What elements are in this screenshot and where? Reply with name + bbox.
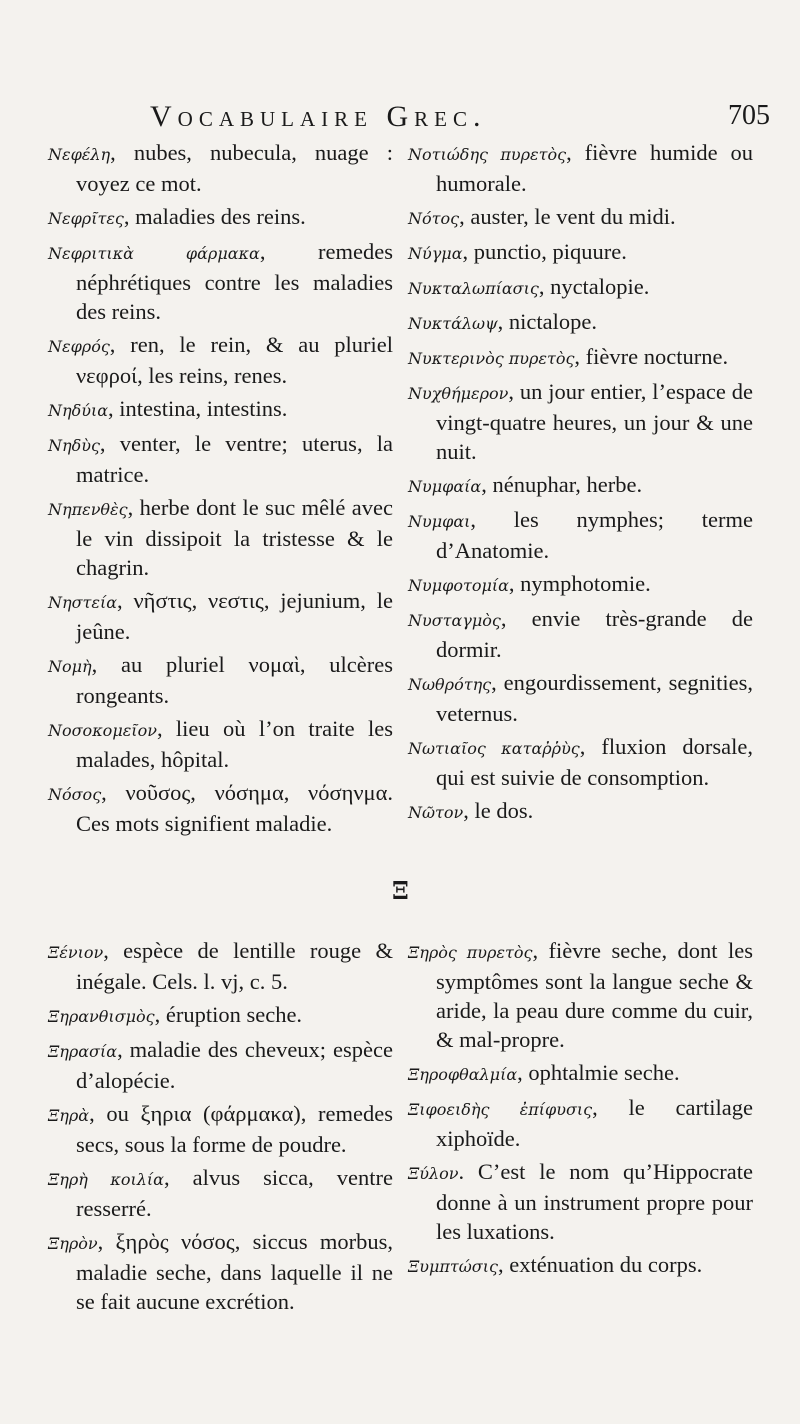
greek-headword: Νυμφοτομία [408, 576, 509, 595]
greek-headword: Νυκτάλωψ [408, 314, 498, 333]
greek-headword: Νοτιώδης πυρετὸς [408, 145, 567, 164]
entry-definition: , venter, le ventre; uterus, la matrice. [76, 431, 393, 487]
greek-headword: Ξηρὴ κοιλία [48, 1170, 164, 1189]
entry-definition: , espèce de lentille rouge & inégale. Cels. l. vj, c. 5. [76, 938, 393, 994]
entry-definition: , ξηρὸς νόσος, siccus morbus, maladie seche, dans laquelle il ne se fait aucune excrétion. [76, 1229, 393, 1314]
greek-headword: Ξηροφθαλμία [408, 1065, 518, 1084]
entry-definition: , νοῦσος, νόσημα, νόσηνμα. Ces mots signifient maladie. [76, 780, 393, 836]
greek-headword: Νεφριτικὰ φάρμακα [48, 244, 260, 263]
dictionary-entry [408, 1250, 753, 1281]
dictionary-entry [48, 1035, 393, 1095]
greek-headword: Ξύλον [408, 1164, 459, 1183]
entry-definition: , alvus sicca, ventre resserré. [76, 1165, 393, 1221]
page-number: 705 [728, 100, 770, 131]
dictionary-entry [48, 394, 393, 425]
dictionary-entry [408, 470, 753, 501]
greek-headword: Νυμφαία [408, 477, 482, 496]
dictionary-entry [408, 569, 753, 600]
entry-definition: , ophtalmie seche. [517, 1060, 680, 1085]
greek-headword: Ξηρὸν [48, 1234, 98, 1253]
greek-headword: Νηπενθὲς [48, 500, 128, 519]
dictionary-entry [48, 202, 393, 233]
dictionary-entry [408, 796, 753, 827]
entry-definition: , ren, le rein, & au pluriel νεφροί, les reins, renes. [76, 332, 393, 388]
entry-definition: , punctio, piquure. [462, 239, 627, 264]
entry-definition: , engourdissement, segnities, veternus. [436, 670, 753, 726]
greek-headword: Νηδὺς [48, 436, 100, 455]
greek-headword: Νωτιαῖος καταῤῥὺς [408, 739, 580, 758]
entry-definition: , fièvre seche, dont les symptômes sont la langue seche & aride, la peau dure comme du cuir, & mal-propre. [436, 938, 753, 1052]
greek-headword: Νυμφαι [408, 512, 471, 531]
dictionary-entry [48, 1163, 393, 1223]
greek-headword: Νεφρῖτες [48, 209, 124, 228]
greek-headword: Ξηρασία [48, 1042, 118, 1061]
entry-definition: , nymphotomie. [508, 571, 651, 596]
greek-headword: Ξηρὰ [48, 1106, 90, 1125]
xi-left-column [48, 936, 393, 1320]
entry-definition: , fluxion dorsale, qui est suivie de consomption. [436, 734, 753, 790]
dictionary-entry [48, 138, 393, 198]
greek-headword: Νόσος [48, 785, 102, 804]
dictionary-entry [48, 714, 393, 774]
entry-definition: , au pluriel νομαὶ, ulcères rongeants. [76, 652, 393, 708]
greek-headword: Νηδύια [48, 401, 109, 420]
greek-headword: Νῶτον [408, 803, 464, 822]
greek-headword: Νυκταλωπίασις [408, 279, 539, 298]
dictionary-entry [48, 493, 393, 582]
greek-headword: Ξένιον [48, 943, 104, 962]
greek-headword: Νωθρότης [408, 675, 492, 694]
greek-headword: Ξυμπτώσις [408, 1257, 498, 1276]
greek-headword: Ξηρανθισμὸς [48, 1007, 155, 1026]
greek-headword: Νύγμα [408, 244, 463, 263]
dictionary-entry [408, 505, 753, 565]
greek-headword: Ξιφοειδὴς ἐπίφυσις [408, 1100, 593, 1119]
entry-definition: , auster, le vent du midi. [459, 204, 676, 229]
dictionary-entry [408, 272, 753, 303]
entry-definition: , lieu où l’on traite les malades, hôpital. [76, 716, 393, 772]
entry-definition: , exténuation du corps. [497, 1252, 703, 1277]
entry-definition: , envie très-grande de dormir. [436, 606, 753, 662]
greek-headword: Νότος [408, 209, 460, 228]
nu-right-column [408, 138, 753, 831]
xi-right-column [408, 936, 753, 1285]
dictionary-entry [408, 936, 753, 1054]
dictionary-entry [408, 668, 753, 728]
entry-definition: , ou ξηρια (φάρμακα), remedes secs, sous la forme de poudre. [76, 1101, 393, 1157]
dictionary-entry [48, 936, 393, 996]
greek-headword: Νεφρός [48, 337, 110, 356]
entry-definition: , un jour entier, l’espace de vingt-quatre heures, un jour & une nuit. [436, 379, 753, 464]
entry-definition: , fièvre humide ou humorale. [436, 140, 753, 196]
dictionary-entry [48, 237, 393, 326]
greek-headword: Νεφέλη [48, 145, 111, 164]
entry-definition: , maladie des cheveux; espèce d’alopécie. [76, 1037, 393, 1093]
running-header [150, 100, 770, 140]
dictionary-entry [48, 1099, 393, 1159]
nu-left-column [48, 138, 393, 842]
dictionary-entry [408, 604, 753, 664]
dictionary-entry [408, 732, 753, 792]
entry-definition: , nubes, nubecula, nuage : voyez ce mot. [76, 140, 393, 196]
dictionary-entry [48, 330, 393, 390]
entry-definition: , nyctalopie. [538, 274, 650, 299]
greek-headword: Νυχθήμερον [408, 384, 509, 403]
entry-definition: , intestina, intestins. [108, 396, 288, 421]
greek-headword: Νυκτερινὸς πυρετὸς [408, 349, 575, 368]
entry-definition: , fièvre nocturne. [574, 344, 729, 369]
dictionary-entry [408, 237, 753, 268]
dictionary-entry [408, 1093, 753, 1153]
entry-definition: , nictalope. [497, 309, 597, 334]
entry-definition: , νῆστις, νεστις, jejunium, le jeûne. [76, 588, 393, 644]
dictionary-entry [408, 202, 753, 233]
entry-definition: , remedes néphrétiques contre les maladies des reins. [76, 239, 393, 324]
dictionary-entry [408, 307, 753, 338]
dictionary-entry [48, 1000, 393, 1031]
dictionary-entry [48, 1227, 393, 1316]
greek-headword: Νηστεία [48, 593, 118, 612]
entry-definition: , le dos. [463, 798, 534, 823]
dictionary-entry [48, 778, 393, 838]
section-letter-xi: Ξ [392, 876, 409, 905]
entry-definition: , les nymphes; terme d’Anatomie. [436, 507, 753, 563]
entry-definition: , maladies des reins. [123, 204, 306, 229]
dictionary-entry [48, 650, 393, 710]
dictionary-entry [408, 1157, 753, 1246]
dictionary-entry [48, 586, 393, 646]
greek-headword: Νοσοκομεῖον [48, 721, 157, 740]
dictionary-entry [408, 377, 753, 466]
entry-definition: , herbe dont le suc mêlé avec le vin dissipoit la tristesse & le chagrin. [76, 495, 393, 580]
entry-definition: , le cartilage xiphoïde. [436, 1095, 754, 1151]
greek-headword: Ξηρὸς πυρετὸς [408, 943, 533, 962]
entry-definition: . C’est le nom qu’Hippocrate donne à un instrument propre pour les luxations. [436, 1159, 753, 1244]
dictionary-entry [408, 342, 753, 373]
dictionary-entry [408, 1058, 753, 1089]
entry-definition: , éruption seche. [154, 1002, 303, 1027]
dictionary-entry [408, 138, 753, 198]
entry-definition: , nénuphar, herbe. [481, 472, 643, 497]
greek-headword: Νομὴ [48, 657, 92, 676]
page-title: Vocabulaire Grec. [150, 100, 487, 133]
dictionary-entry [48, 429, 393, 489]
greek-headword: Νυσταγμὸς [408, 611, 501, 630]
